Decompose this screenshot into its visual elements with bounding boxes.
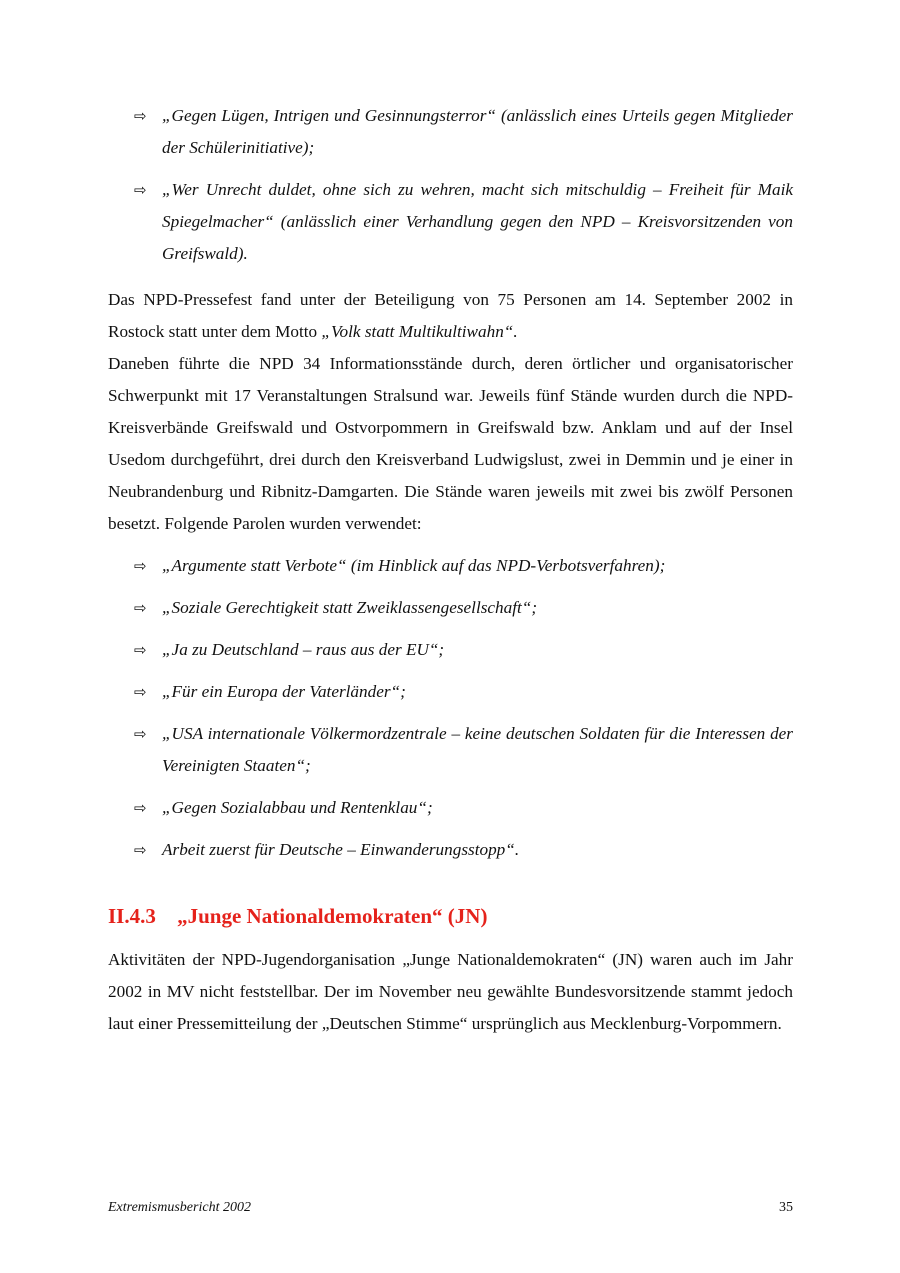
bullet-list-top (108, 100, 793, 270)
list-item-text: „USA internationale Völkermordzentrale – keine deutschen Soldaten für die Interessen der Vereinigten Staaten“; (162, 724, 793, 775)
paragraph-text: Das NPD-Pressefest fand unter der Beteiligung von 75 Personen am 14. September 2002 in Rostock statt unter dem Motto (108, 290, 793, 341)
list-item (108, 634, 793, 666)
document-page (108, 100, 793, 1040)
list-item-text: „Soziale Gerechtigkeit statt Zweiklassengesellschaft“; (162, 598, 538, 617)
right-arrow-icon: ⇨ (134, 841, 147, 859)
section-title: „Junge Nationaldemokraten“ (JN) (177, 904, 488, 928)
section-number: II.4.3 (108, 904, 156, 928)
list-item-text: „Gegen Sozialabbau und Rentenklau“; (162, 798, 433, 817)
paragraph-pressefest (108, 284, 793, 348)
list-item (108, 792, 793, 824)
list-item-text: „Wer Unrecht duldet, ohne sich zu wehren, macht sich mitschuldig – Freiheit für Maik Spiegelmacher“ (anlässlich einer Verhandlung gegen den NPD – Kreisvorsitzenden von Greifswald). (162, 180, 793, 263)
right-arrow-icon: ⇨ (134, 683, 147, 701)
right-arrow-icon: ⇨ (134, 641, 147, 659)
right-arrow-icon: ⇨ (134, 599, 147, 617)
list-item (108, 550, 793, 582)
motto-text: „Volk statt Multikultiwahn“. (321, 322, 518, 341)
right-arrow-icon: ⇨ (134, 799, 147, 817)
list-item (108, 834, 793, 866)
page-number: 35 (779, 1200, 793, 1215)
right-arrow-icon: ⇨ (134, 181, 147, 199)
list-item-text: „Ja zu Deutschland – raus aus der EU“; (162, 640, 445, 659)
list-item-text: Arbeit zuerst für Deutsche – Einwanderungsstopp“. (162, 840, 520, 859)
right-arrow-icon: ⇨ (134, 107, 147, 125)
page-footer (108, 1200, 793, 1216)
list-item-text: „Für ein Europa der Vaterländer“; (162, 682, 406, 701)
paragraph-jn: Aktivitäten der NPD-Jugendorganisation „Junge Nationaldemokraten“ (JN) waren auch im Jahr 2002 in MV nicht feststellbar. Der im November neu gewählte Bundesvorsitzende stammt jedoch laut einer Pressemitteilung der „Deutschen Stimme“ ursprünglich aus Mecklenburg-Vorpommern. (108, 950, 793, 1033)
list-item (108, 592, 793, 624)
right-arrow-icon: ⇨ (134, 725, 147, 743)
list-item (108, 676, 793, 708)
list-item (108, 100, 793, 164)
section-heading (108, 900, 793, 932)
paragraph-infostaende: Daneben führte die NPD 34 Informationsstände durch, deren örtlicher und organisatorischer Schwerpunkt mit 17 Veranstaltungen Stralsund war. Jeweils fünf Stände wurden durch die NPD-Kreisverbände Greifswald und Ostvorpommern in Greifswald bzw. Anklam und auf der Insel Usedom durchgeführt, drei durch den Kreisverband Ludwigslust, zwei in Demmin und je einer in Neubrandenburg und Ribnitz-Damgarten. Die Stände waren jeweils mit zwei bis zwölf Personen besetzt. Folgende Parolen wurden verwendet: (108, 354, 793, 533)
list-item-text: „Argumente statt Verbote“ (im Hinblick auf das NPD-Verbotsverfahren); (162, 556, 666, 575)
list-item (108, 174, 793, 270)
footer-title: Extremismusbericht 2002 (108, 1200, 251, 1215)
bullet-list-parolen (108, 550, 793, 866)
list-item-text: „Gegen Lügen, Intrigen und Gesinnungsterror“ (anlässlich eines Urteils gegen Mitglieder der Schülerinitiative); (162, 106, 793, 157)
list-item (108, 718, 793, 782)
right-arrow-icon: ⇨ (134, 557, 147, 575)
